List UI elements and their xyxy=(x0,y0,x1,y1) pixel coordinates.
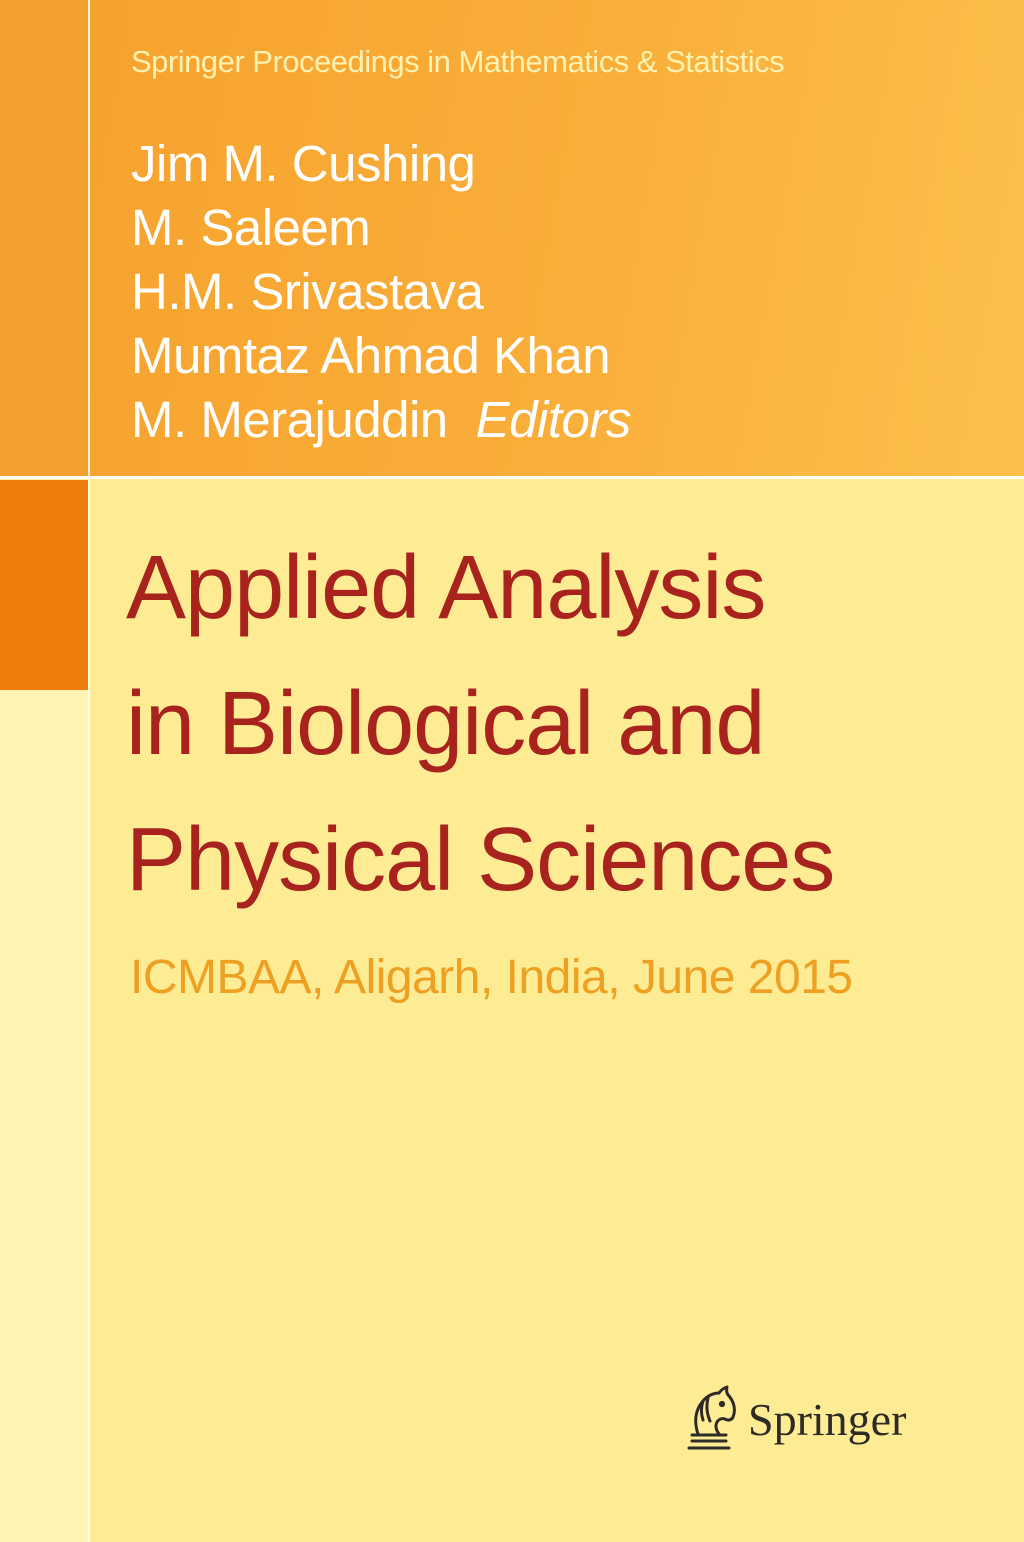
series-title: Springer Proceedings in Mathematics & Statistics xyxy=(131,44,785,79)
horizontal-rule xyxy=(0,476,1024,479)
title-line: Applied Analysis xyxy=(126,538,766,638)
title-line: Physical Sciences xyxy=(126,810,835,910)
editor-name: Mumtaz Ahmad Khan xyxy=(131,327,611,384)
publisher-name: Springer xyxy=(748,1393,907,1445)
editor-name: M. Saleem xyxy=(131,199,371,256)
title-line: in Biological and xyxy=(126,674,765,774)
book-title xyxy=(126,520,834,928)
editors-list xyxy=(131,132,631,452)
accent-block xyxy=(0,480,88,690)
book-subtitle: ICMBAA, Aligarh, India, June 2015 xyxy=(130,951,853,1004)
editor-name: Jim M. Cushing xyxy=(131,135,476,192)
publisher-logo xyxy=(682,1382,906,1456)
left-strip-bottom xyxy=(0,690,88,1542)
springer-knight-icon xyxy=(682,1384,738,1454)
vertical-rule xyxy=(88,0,90,1542)
editor-name: H.M. Srivastava xyxy=(131,263,484,320)
editors-role-label: Editors xyxy=(475,391,631,448)
editor-line-last xyxy=(131,388,631,452)
left-strip-top xyxy=(0,0,88,476)
editor-name: M. Merajuddin xyxy=(131,391,448,448)
